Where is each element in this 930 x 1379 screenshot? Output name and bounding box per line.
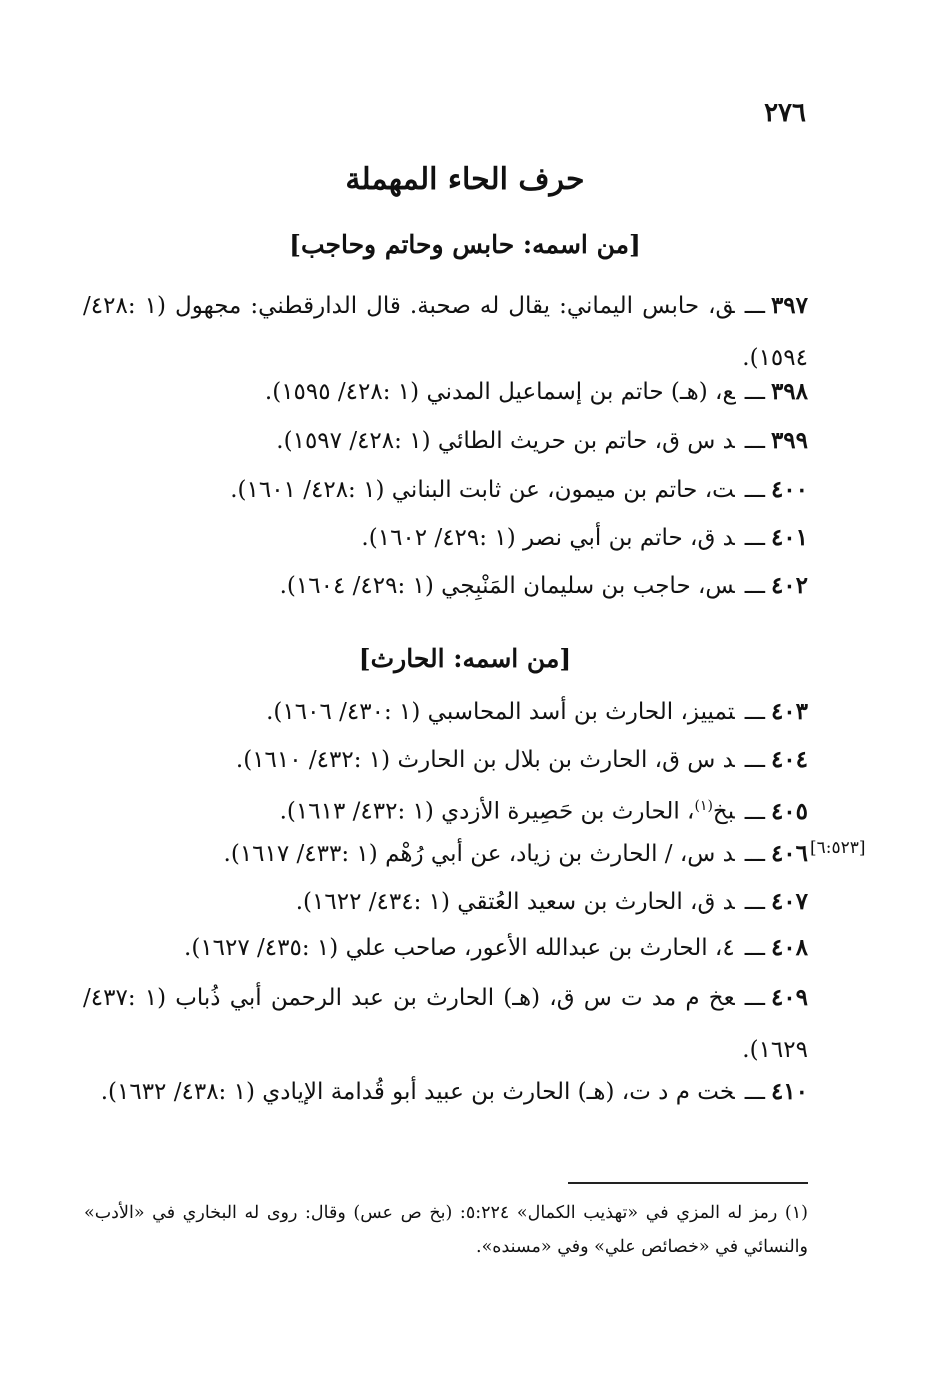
entry-text: خت م د ت، (هـ) الحارث بن عبيد أبو قُدامة الإيادي (١ :٤٣٨/ ١٦٣٢).	[100, 1079, 735, 1105]
entry-text: د س، / الحارث بن زياد، عن أبي رُهْم (١ :٤٣٣/ ١٦١٧).	[223, 841, 735, 867]
entry-number: ٤٠٩	[770, 984, 808, 1011]
entry-text: ق، حابس اليماني: يقال له صحبة. قال الدارقطني: مجهول (١ :٤٢٨/ ١٥٩٤).	[83, 293, 808, 371]
entry-number: ٤٠٤	[770, 746, 808, 773]
entry-404: ٤٠٤ـــد س ق، الحارث بن بلال بن الحارث (١ :٤٣٢/ ١٦١٠).	[235, 746, 808, 773]
entry-number: ٤٠٧	[770, 888, 808, 915]
entry-text: تمييز، الحارث بن أسد المحاسبي (١ :٤٣٠/ ١٦٠٦).	[266, 699, 735, 725]
entry-text: ٤، الحارث بن عبدالله الأعور، صاحب علي (١ :٤٣٥/ ١٦٢٧).	[184, 935, 735, 961]
entry-number: ٤٠١	[770, 524, 808, 551]
entry-402: ٤٠٢ـــس، حاجب بن سليمان المَنْبِجي (١ :٤٢٩/ ١٦٠٤).	[279, 572, 808, 599]
entry-text: س، حاجب بن سليمان المَنْبِجي (١ :٤٢٩/ ١٦٠٤).	[279, 573, 735, 599]
entry-number: ٤٠٢	[770, 572, 808, 599]
footnote-1: (١) رمز له المزي في «تهذيب الكمال» ٥:٢٢٤: (بخ ص عس) وقال: روى له البخاري في «الأدب» والنسائي في «خصائص علي» وفي «مسنده».	[84, 1203, 808, 1257]
entry-number: ٣٩٧	[770, 292, 809, 319]
entry-number: ٣٩٨	[770, 378, 808, 405]
entry-text: د س ق، الحارث بن بلال بن الحارث (١ :٤٣٢/ ١٦١٠).	[235, 747, 735, 773]
entry-407: ٤٠٧ـــد ق، الحارث بن سعيد العُتقي (١ :٤٣٤/ ١٦٢٢).	[295, 888, 808, 915]
footnote-marker[interactable]: (١)	[694, 798, 713, 814]
entry-text: ، الحارث بن حَصِيرة الأزدي (١ :٤٣٢/ ١٦١٣).	[279, 798, 695, 825]
page-number: ٢٧٦	[764, 98, 806, 128]
section-heading-harith: [من اسمه: الحارث]	[358, 644, 572, 673]
entry-397: ٣٩٧ـــق، حابس اليماني: يقال له صحبة. قال الدارقطني: مجهول (١ :٤٢٨/ ١٥٩٤).	[83, 292, 809, 371]
entry-408: ٤٠٨ـــ٤، الحارث بن عبدالله الأعور، صاحب علي (١ :٤٣٥/ ١٦٢٧).	[184, 934, 808, 961]
entry-number: ٤٠٥	[770, 797, 808, 825]
entry-text: د س ق، حاتم بن حريث الطائي (١ :٤٢٨/ ١٥٩٧).	[276, 428, 735, 454]
entry-prefix: بخ	[712, 798, 735, 825]
entry-text: ت، حاتم بن ميمون، عن ثابت البناني (١ :٤٢٨/ ١٦٠١).	[230, 477, 735, 503]
footnote-divider	[568, 1182, 808, 1184]
entry-400: ٤٠٠ـــت، حاتم بن ميمون، عن ثابت البناني (١ :٤٢٨/ ١٦٠١).	[230, 476, 808, 503]
entry-410: ٤١٠ـــخت م د ت، (هـ) الحارث بن عبيد أبو قُدامة الإيادي (١ :٤٣٨/ ١٦٣٢).	[100, 1078, 808, 1105]
entry-number: ٤٠٠	[770, 476, 808, 503]
entry-401: ٤٠١ـــد ق، حاتم بن أبي نصر (١ :٤٢٩/ ١٦٠٢).	[361, 524, 808, 551]
entry-text: ع، (هـ) حاتم بن إسماعيل المدني (١ :٤٢٨/ ١٥٩٥).	[264, 379, 735, 405]
entry-406: ٤٠٦ـــد س، / الحارث بن زياد، عن أبي رُهْم (١ :٤٣٣/ ١٦١٧).	[223, 840, 808, 867]
section-heading-hatim: [من اسمه: حابس وحاتم وحاجب]	[289, 230, 641, 259]
entry-403: ٤٠٣ـــتمييز، الحارث بن أسد المحاسبي (١ :٤٣٠/ ١٦٠٦).	[266, 698, 808, 725]
entry-number: ٤٠٣	[770, 698, 808, 725]
entry-text: د ق، الحارث بن سعيد العُتقي (١ :٤٣٤/ ١٦٢٢).	[295, 889, 735, 915]
margin-reference: [٦:٥٢٣]	[810, 838, 866, 858]
entry-number: ٤٠٦	[770, 840, 808, 867]
entry-number: ٤٠٨	[770, 934, 808, 961]
entry-text: عخ م مد ت س ق، (هـ) الحارث بن عبد الرحمن أبي ذُباب (١ :٤٣٧/ ١٦٢٩).	[83, 985, 808, 1063]
entry-number: ٤١٠	[770, 1078, 808, 1105]
entry-409: ٤٠٩ـــعخ م مد ت س ق، (هـ) الحارث بن عبد الرحمن أبي ذُباب (١ :٤٣٧/ ١٦٢٩).	[83, 984, 808, 1063]
entry-number: ٣٩٩	[770, 427, 808, 454]
entry-405: ٤٠٥ـــبخ$^{(١)}$، الحارث بن حَصِيرة الأزدي (١ :٤٣٢/ ١٦١٣).	[279, 797, 808, 825]
entry-399: ٣٩٩ـــد س ق، حاتم بن حريث الطائي (١ :٤٢٨/ ١٥٩٧).	[276, 427, 808, 454]
entry-text: د ق، حاتم بن أبي نصر (١ :٤٢٩/ ١٦٠٢).	[361, 525, 735, 551]
chapter-heading: حرف الحاء المهملة	[345, 162, 585, 197]
entry-398: ٣٩٨ـــع، (هـ) حاتم بن إسماعيل المدني (١ :٤٢٨/ ١٥٩٥).	[264, 378, 808, 405]
